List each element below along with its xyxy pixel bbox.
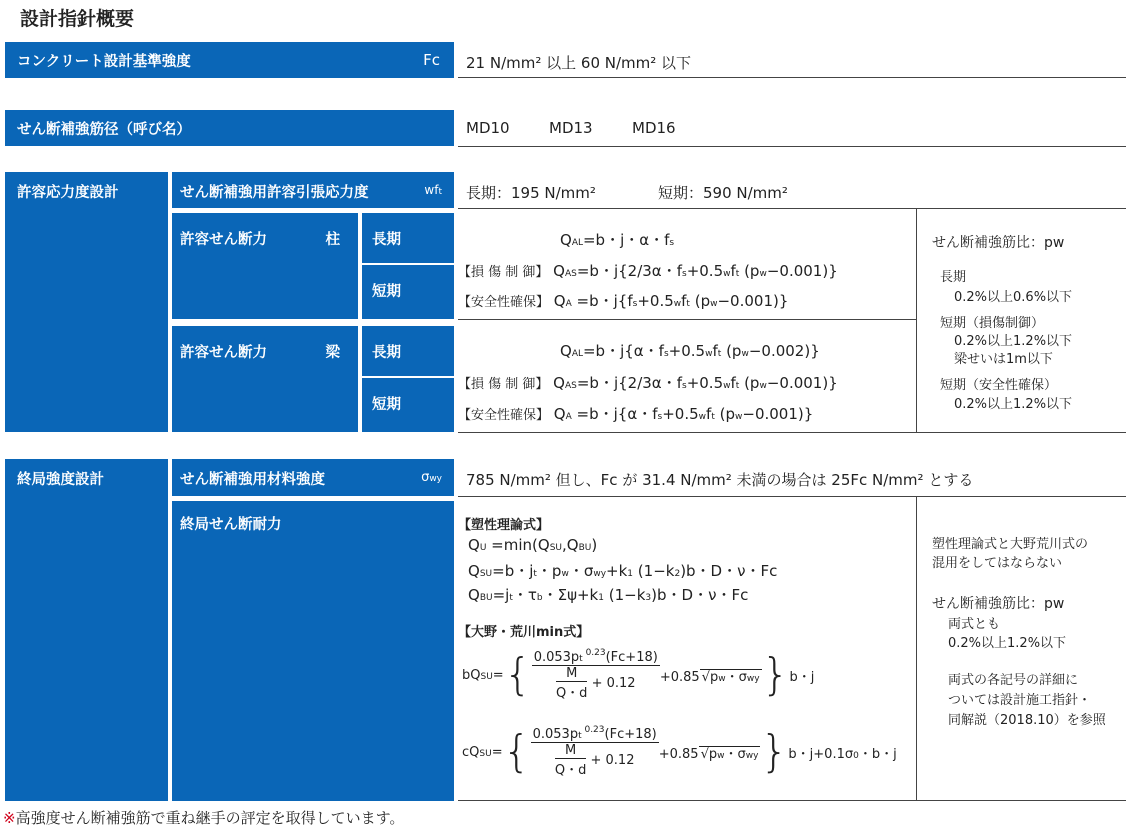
ultimate-shear-text: 終局せん断耐力 (180, 517, 282, 533)
divider (458, 208, 1126, 209)
column-formula-safety: 【安全性確保】 QA =b・j{fs+0.5wft (pw−0.001)} (458, 292, 789, 310)
material-strength-text: せん断補強用材料強度 (180, 472, 325, 488)
beam-long-text: 長期 (372, 345, 401, 361)
right-brace-icon: } (760, 726, 789, 777)
divider-vertical (916, 496, 917, 801)
tensile-stress-label (172, 172, 454, 208)
material-symbol: σwy (421, 470, 442, 485)
column-short-text: 短期 (372, 284, 401, 300)
divider (458, 77, 1126, 78)
beam-formula-long: QAL=b・j{α・fs+0.5wft (pw−0.002)} (560, 342, 820, 360)
divider-vertical (916, 208, 917, 432)
plastic-formula-3: QBU=jt・τb・Σψ+k1 (1−k3)b・D・ν・Fc (468, 586, 749, 604)
left-brace-icon: { (502, 726, 531, 777)
allow-ratio-title: せん断補強筋比：pw (932, 235, 1065, 251)
ratio-line: 梁せいは1m以下 (954, 352, 1053, 367)
ono-formula-c: cQSU= { 0.053pt $^{0.23}$(Fc+18) $\frac{M}{Q・d}$ + 0.12 +0.85 √pw・σwy } b・j+0.1σ0・b・j (462, 724, 897, 778)
damage-control-tag: 【損 傷 制 御】 (458, 265, 549, 280)
note-line: 混用をしてはならない (932, 556, 1063, 571)
column-member-text: 柱 (325, 232, 340, 248)
concrete-symbol: Fc (423, 51, 440, 69)
column-shear-label (172, 213, 358, 319)
ono-arakawa-tag: 【大野・荒川min式】 (458, 625, 590, 640)
reference-line: 同解説（2018.10）を参照 (948, 713, 1106, 728)
safety-tag: 【安全性確保】 (458, 295, 550, 310)
bar-size-md13: MD13 (549, 119, 593, 137)
plastic-theory-tag: 【塑性理論式】 (458, 518, 550, 533)
damage-control-tag: 【損 傷 制 御】 (458, 377, 549, 392)
ratio-line: 0.2%以上1.2%以下 (954, 334, 1073, 349)
beam-formula-damage: 【損 傷 制 御】 QAS=b・j{2/3α・fs+0.5wft (pw−0.001)} (458, 374, 838, 392)
tensile-short-value: 短期：590 N/mm² (658, 184, 788, 202)
ultimate-shear-label (172, 501, 454, 801)
left-brace-icon: { (503, 649, 532, 700)
column-shear-text: 許容せん断力 (180, 232, 267, 248)
plastic-formula-1: QU =min(QSU,QBU) (468, 536, 598, 554)
ratio-line: 短期（損傷制御） (940, 316, 1045, 331)
ratio-line: 0.2%以上1.2%以下 (948, 636, 1067, 651)
safety-tag: 【安全性確保】 (458, 408, 550, 423)
material-strength-value: 785 N/mm² 但し、Fc が 31.4 N/mm² 未満の場合は 25Fc N/mm² とする (466, 471, 974, 489)
right-brace-icon: } (761, 649, 790, 700)
ult-ratio-title: せん断補強筋比：pw (932, 596, 1065, 612)
column-long-text: 長期 (372, 232, 401, 248)
ratio-line: 0.2%以上0.6%以下 (954, 290, 1073, 305)
bar-size-md16: MD16 (632, 119, 676, 137)
ono-formula-b: bQSU= { 0.053pt $^{0.23}$(Fc+18) $\frac{M}{Q・d}$ + 0.12 +0.85 √pw・σwy } b・j (462, 647, 815, 701)
row-concrete-label (5, 42, 454, 78)
column-long-label (362, 213, 454, 263)
divider (458, 800, 1126, 801)
footnote-text: 高強度せん断補強筋で重ね継手の評定を取得しています。 (15, 809, 405, 827)
beam-long-label (362, 326, 454, 376)
material-strength-label (172, 459, 454, 496)
divider (458, 319, 916, 320)
ratio-line: 両式とも (948, 617, 1001, 632)
bar-size-md10: MD10 (466, 119, 510, 137)
column-formula-damage: 【損 傷 制 御】 QAS=b・j{2/3α・fs+0.5wft (pw−0.001)} (458, 262, 838, 280)
page-title: 設計指針概要 (20, 8, 135, 30)
beam-member-text: 梁 (325, 345, 340, 361)
bar-size-label: せん断補強筋径（呼び名） (17, 122, 191, 138)
allowable-design-text: 許容応力度設計 (17, 185, 119, 201)
concrete-strength-value: 21 N/mm² 以上 60 N/mm² 以下 (466, 54, 692, 72)
reference-line: 両式の各記号の詳細に (948, 673, 1079, 688)
beam-shear-label (172, 326, 358, 432)
concrete-strength-label: コンクリート設計基準強度 (17, 54, 191, 70)
column-formula-long: QAL=b・j・α・fs (560, 231, 675, 249)
beam-shear-text: 許容せん断力 (180, 345, 267, 361)
tensile-long-value: 長期：195 N/mm² (466, 184, 596, 202)
ratio-line: 長期 (940, 270, 967, 285)
row-bar-size-label (5, 110, 454, 146)
column-short-label (362, 265, 454, 319)
divider (458, 432, 1126, 433)
tensile-stress-text: せん断補強用許容引張応力度 (180, 185, 369, 201)
note-line: 塑性理論式と大野荒川式の (932, 537, 1089, 552)
beam-short-text: 短期 (372, 397, 401, 413)
ultimate-design-text: 終局強度設計 (17, 472, 104, 488)
beam-short-label (362, 378, 454, 432)
ultimate-design-label (5, 459, 168, 801)
beam-formula-safety: 【安全性確保】 QA =b・j{α・fs+0.5wft (pw−0.001)} (458, 405, 814, 423)
footnote (3, 807, 404, 828)
ratio-line: 0.2%以上1.2%以下 (954, 397, 1073, 412)
ratio-line: 短期（安全性確保） (940, 378, 1058, 393)
reference-line: ついては設計施工指針・ (948, 693, 1092, 708)
tensile-symbol: wft (424, 183, 442, 197)
allowable-design-label (5, 172, 168, 432)
divider (458, 146, 1126, 147)
footnote-mark: ※ (3, 809, 16, 827)
plastic-formula-2: QSU=b・jt・pw・σwy+k1 (1−k2)b・D・ν・Fc (468, 562, 778, 580)
divider (458, 496, 1126, 497)
